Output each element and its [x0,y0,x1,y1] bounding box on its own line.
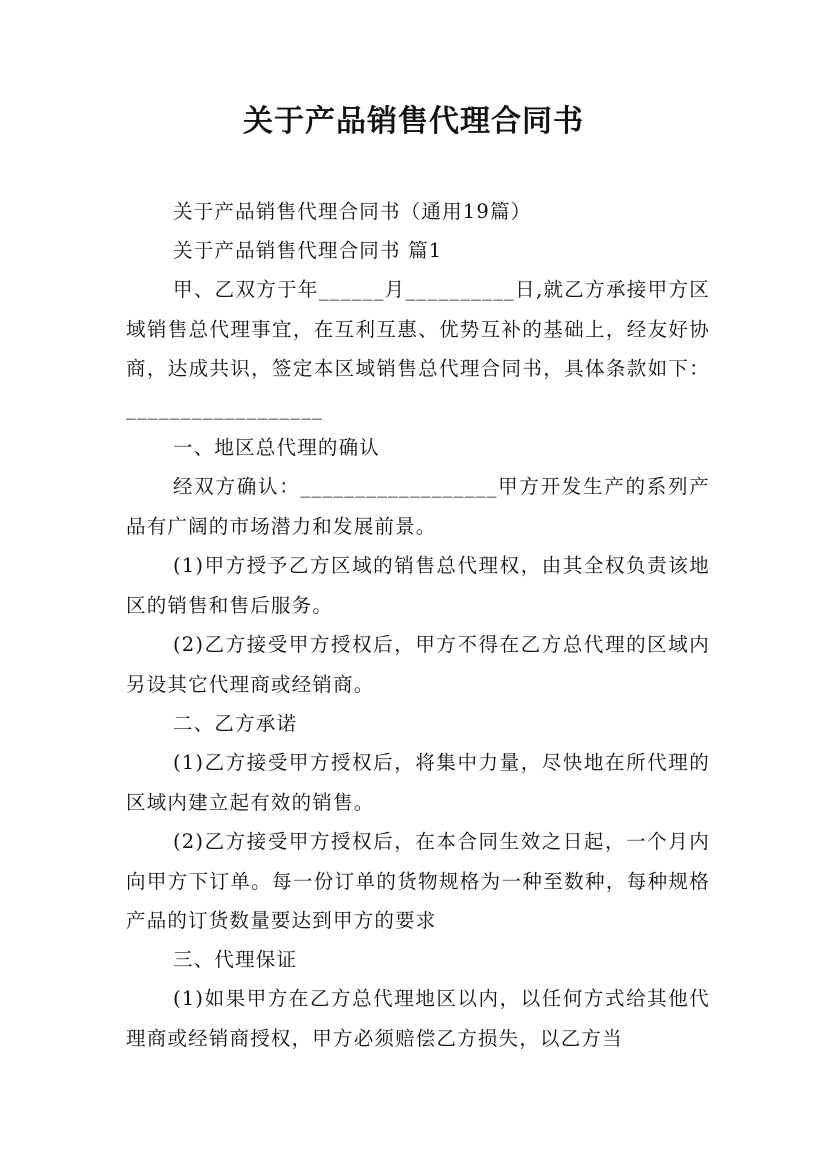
paragraph-clause-1-1: (1)甲方授予乙方区域的销售总代理权，由其全权负责该地区的销售和售后服务。 [126,554,710,617]
paragraph-clause-2-1: (1)乙方接受甲方授权后，将集中力量，尽快地在所代理的区域内建立起有效的销售。 [126,751,710,814]
paragraph-confirmation: 经双方确认：__________________甲方开发生产的系列产品有广阔的市场潜力和发展前景。 [126,475,710,538]
paragraph-heading-2: 二、乙方承诺 [173,712,298,735]
paragraph-clause-3-1: (1)如果甲方在乙方总代理地区以内，以任何方式给其他代理商或经销商授权，甲方必须赔偿乙方损失，以乙方当 [126,987,710,1050]
paragraph-clause-1-2: (2)乙方接受甲方授权后，甲方不得在乙方总代理的区域内另设其它代理商或经销商。 [126,633,710,696]
paragraph-heading-1: 一、地区总代理的确认 [173,436,381,459]
paragraph-clause-2-2: (2)乙方接受甲方授权后，在本合同生效之日起，一个月内向甲方下订单。每一份订单的货物规格为一种至数种，每种规格产品的订货数量要达到甲方的要求 [126,830,710,932]
paragraph-subtitle: 关于产品销售代理合同书（通用19篇） [173,200,532,223]
paragraph-section-heading: 关于产品销售代理合同书 篇1 [173,239,443,262]
paragraph-heading-3: 三、代理保证 [173,948,298,971]
paragraph-intro: 甲、乙双方于年______月__________日,就乙方承接甲方区域销售总代理事宜，在互利互惠、优势互补的基础上，经友好协商，达成共识，签定本区域销售总代理合同书，具体条款如下：__________________ [126,278,710,420]
document-title: 关于产品销售代理合同书 [243,104,584,139]
